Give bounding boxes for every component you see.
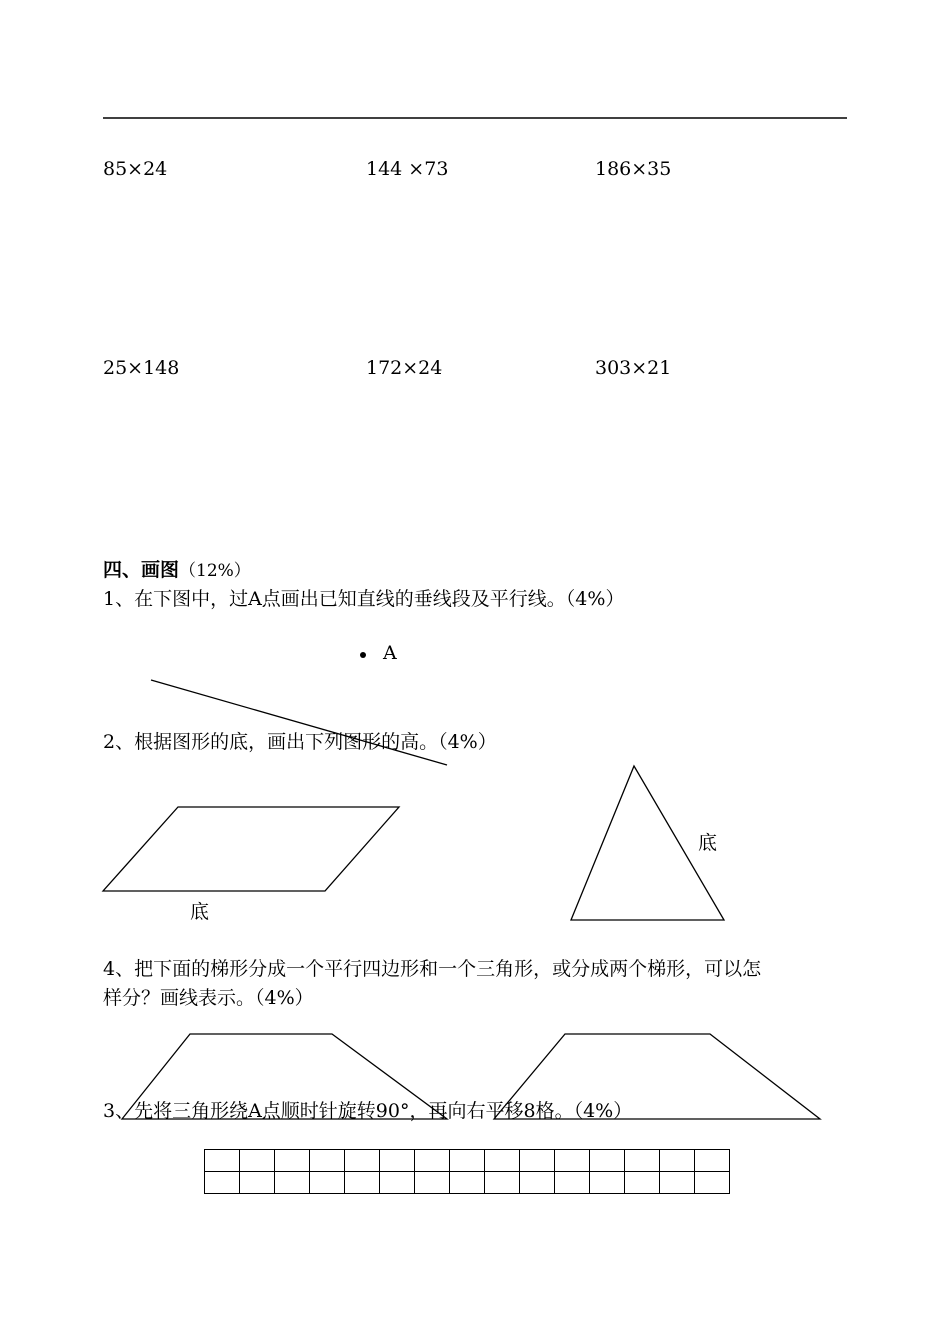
grid-cell [590,1172,625,1194]
grid-cell [415,1172,450,1194]
section-heading [103,555,251,582]
grid-cell [345,1150,380,1172]
grid-cell [380,1150,415,1172]
calc-item: 172×24 [366,357,443,379]
question-4-text-line1: 4、把下面的梯形分成一个平行四边形和一个三角形，或分成两个梯形，可以怎 [103,958,762,980]
grid-cell [555,1150,590,1172]
calc-item: 303×21 [595,357,672,379]
calc-item: 25×148 [103,357,180,379]
grid-cell [380,1172,415,1194]
calc-item: 144 ×73 [366,158,449,180]
grid-cell [310,1150,345,1172]
question-4-text-line2: 样分？画线表示。（4%） [103,987,314,1009]
calc-item: 186×35 [595,158,672,180]
section-title: 四、画图 [103,559,180,581]
grid-row [205,1172,730,1194]
section-percent: （12%） [179,561,251,581]
parallelogram-shape [103,807,399,891]
grid-cell [695,1172,730,1194]
grid-cell [450,1150,485,1172]
grid-cell [205,1150,240,1172]
grid-cell [695,1150,730,1172]
point-a-dot [360,652,366,658]
grid-cell [625,1150,660,1172]
square-grid [204,1149,730,1194]
grid-cell [310,1172,345,1194]
grid-cell [660,1150,695,1172]
grid-cell [590,1150,625,1172]
grid-cell [520,1172,555,1194]
grid-cell [345,1172,380,1194]
grid-cell [555,1172,590,1194]
grid-cell [485,1172,520,1194]
grid-cell [450,1172,485,1194]
grid-cell [520,1150,555,1172]
question-2-text: 2、根据图形的底，画出下列图形的高。（4%） [103,731,497,753]
grid-row [205,1150,730,1172]
question-1-text: 1、在下图中，过A点画出已知直线的垂线段及平行线。（4%） [103,588,625,610]
grid-cell [625,1172,660,1194]
grid-cell [485,1150,520,1172]
grid-cell [240,1172,275,1194]
grid-cell [275,1150,310,1172]
point-a-label: A [383,642,397,664]
parallelogram-base-label: 底 [190,901,210,923]
grid-cell [240,1150,275,1172]
grid-cell [275,1172,310,1194]
question-3-text: 3、先将三角形绕A点顺时针旋转90°，再向右平移8格。（4%） [103,1100,633,1122]
calc-item: 85×24 [103,158,168,180]
grid-cell [205,1172,240,1194]
triangle-base-label: 底 [698,832,718,854]
grid-cell [415,1150,450,1172]
grid-cell [660,1172,695,1194]
